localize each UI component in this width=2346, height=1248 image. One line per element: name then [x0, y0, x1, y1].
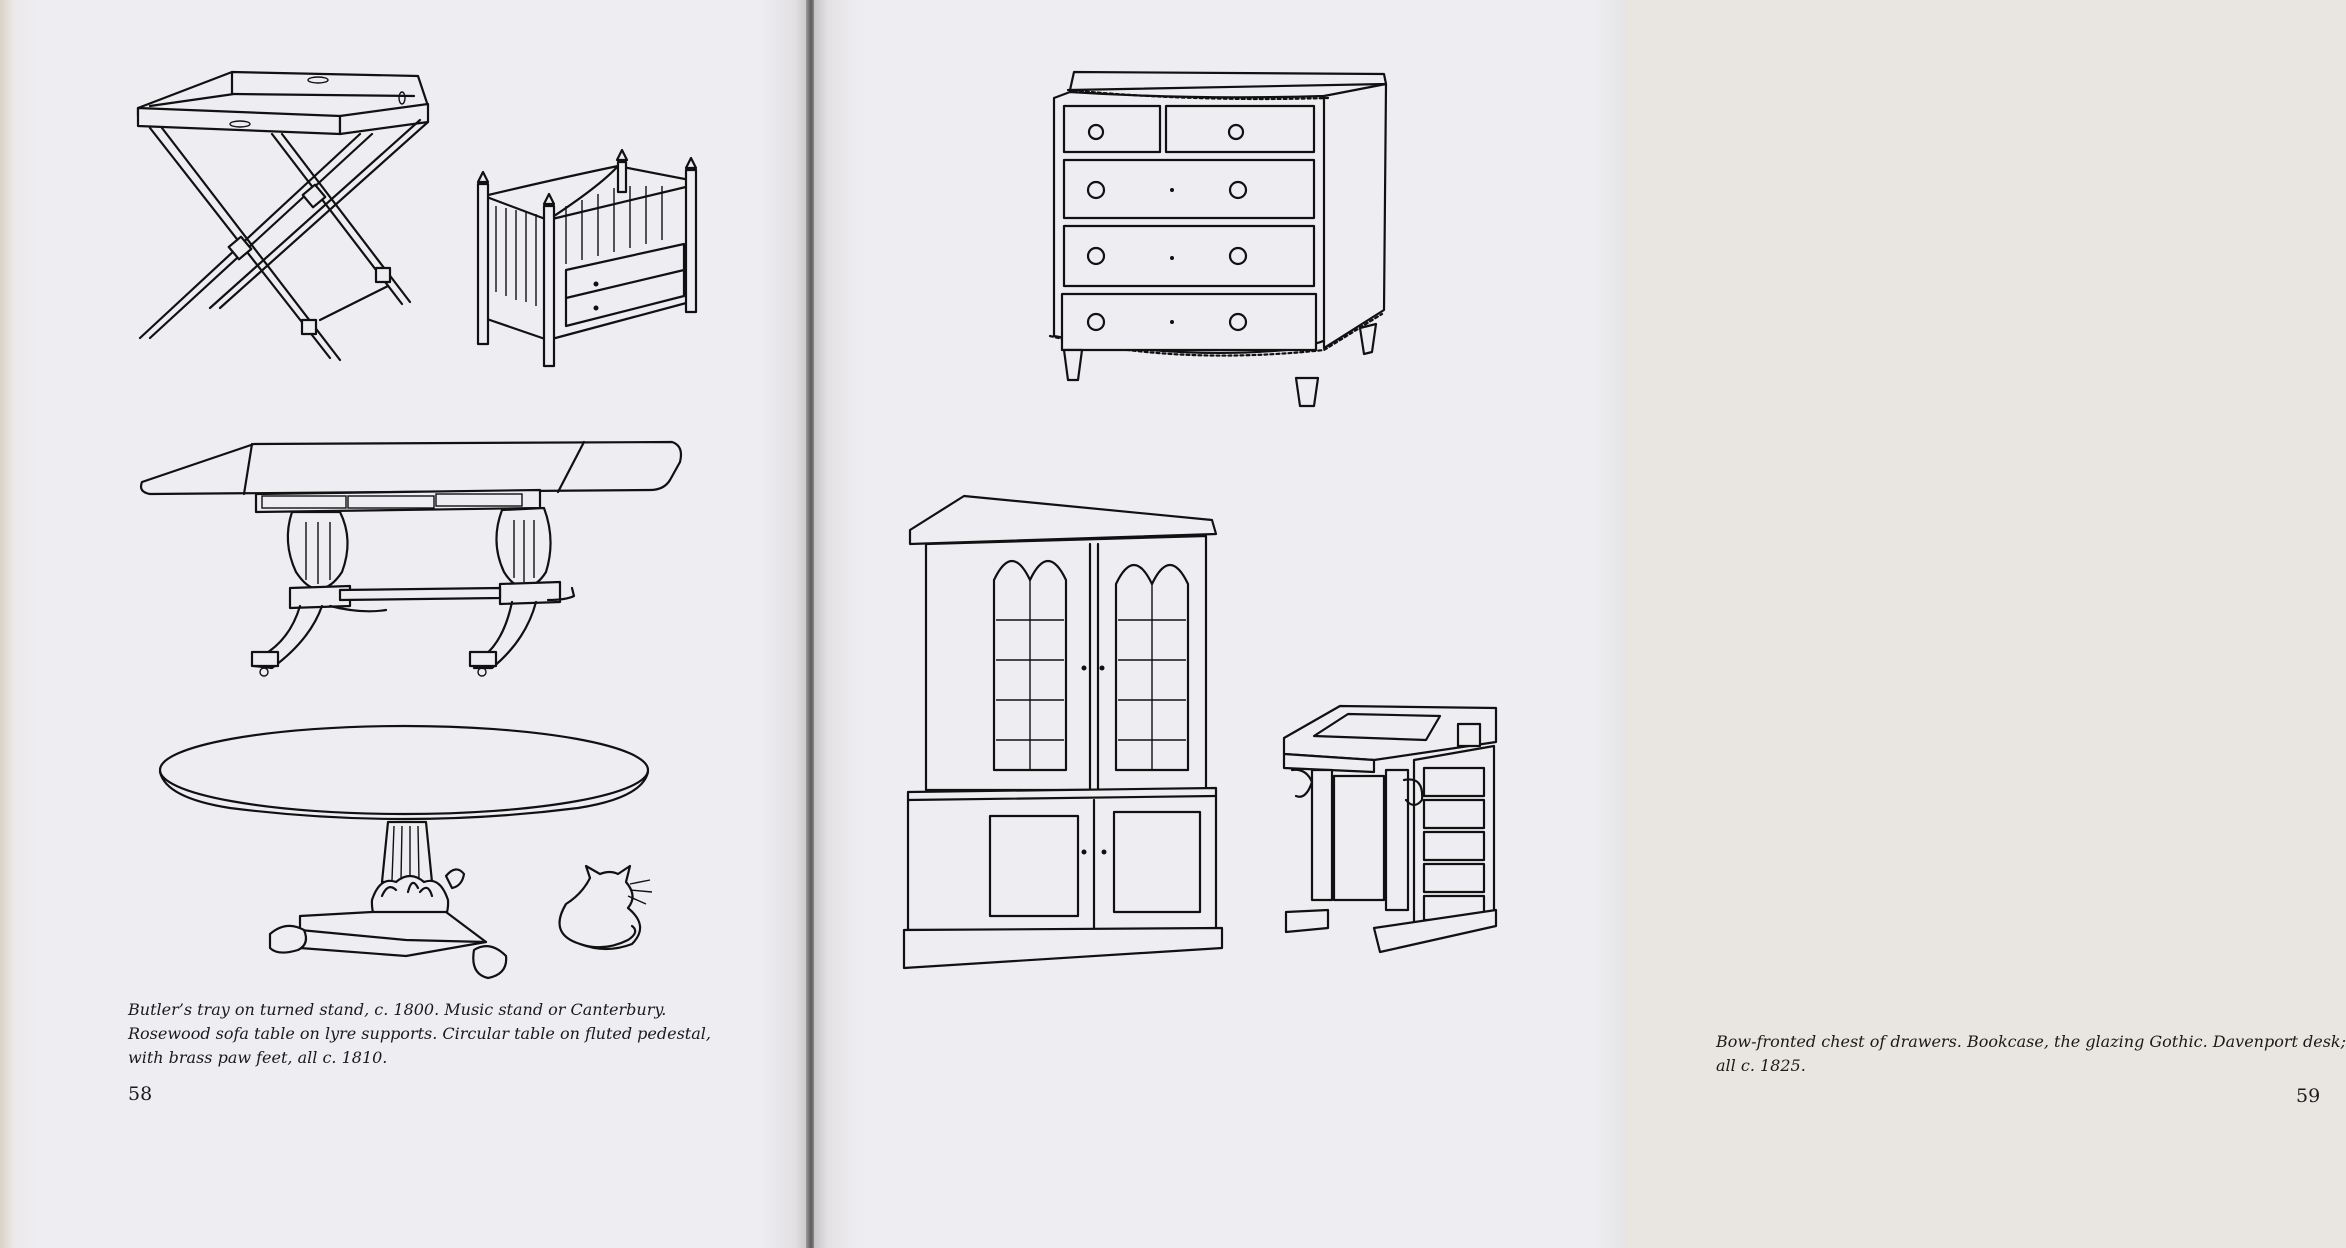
- caption-line: Bow-fronted chest of drawers. Bookcase, the glazing Gothic. Davenport desk;: [1716, 1032, 2346, 1051]
- right-page-number: 59: [2296, 1085, 2321, 1107]
- canterbury-illustration: [478, 150, 696, 366]
- caption-line: all c. 1825.: [1716, 1056, 1806, 1075]
- cat-illustration: [560, 866, 652, 949]
- right-illustrations: [814, 0, 1626, 1248]
- davenport-desk-illustration: [1284, 706, 1496, 952]
- left-page-caption: [128, 998, 711, 1070]
- caption-line: with brass paw feet, all c. 1810.: [128, 1048, 388, 1067]
- chest-of-drawers-illustration: [1050, 72, 1386, 406]
- right-page-caption: [1716, 1030, 2346, 1078]
- gothic-bookcase-illustration: [904, 496, 1222, 968]
- caption-line: Rosewood sofa table on lyre supports. Circular table on fluted pedestal,: [128, 1024, 711, 1043]
- caption-line: Butler’s tray on turned stand, c. 1800. Music stand or Canterbury.: [128, 1000, 667, 1019]
- butlers-tray-illustration: [138, 72, 428, 360]
- left-page: [0, 0, 808, 1248]
- left-page-number: 58: [128, 1083, 153, 1105]
- sofa-table-illustration: [141, 442, 681, 676]
- right-page: [814, 0, 2346, 1248]
